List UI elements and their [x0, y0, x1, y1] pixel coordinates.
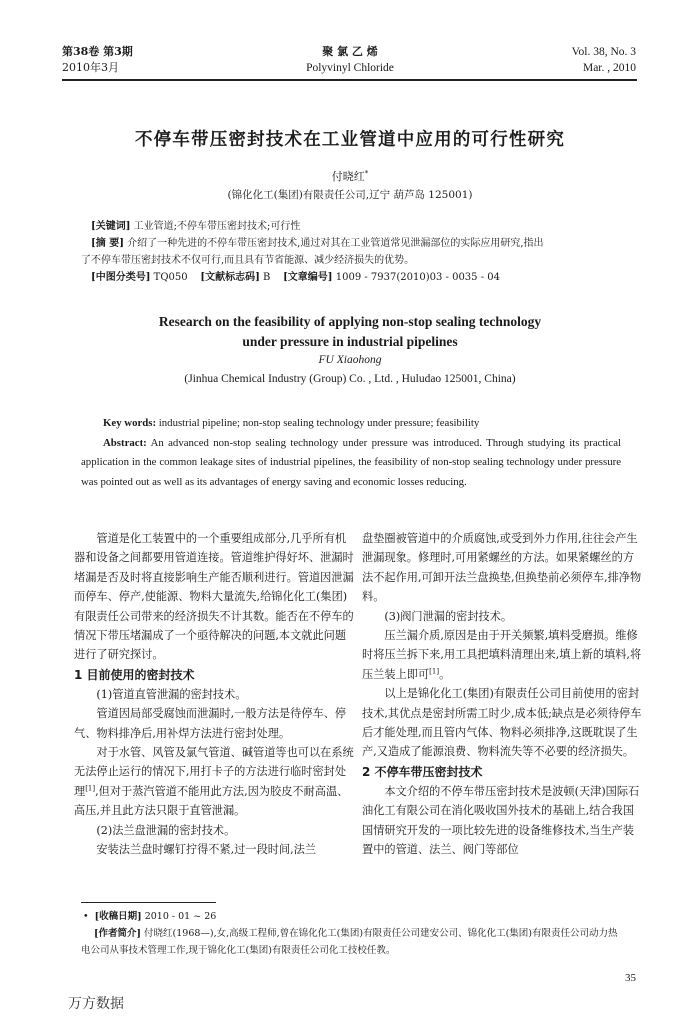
- keywords-cn: [关键词] 工业管道;不停车带压密封技术;可行性: [91, 221, 301, 232]
- abstract-cn-block: [81, 218, 621, 286]
- header-date-cn: 2010年3月: [62, 61, 119, 74]
- page-title-cn: 不停车带压密封技术在工业管道中应用的可行性研究: [134, 130, 566, 150]
- abstract-cn: [摘 要] 介绍了一种先进的不停车带压密封技术,通过对其在工业管道常见泄漏部位的实际应用研究,指出: [91, 238, 544, 249]
- affiliation-cn: (锦化化工(集团)有限责任公司,辽宁 葫芦岛 125001): [227, 189, 473, 201]
- section-heading-1: 1 目前使用的密封技术: [74, 667, 195, 682]
- header-volume-cn: 第38卷 第3期: [62, 45, 133, 58]
- title-en-line2: under pressure in industrial pipelines: [242, 334, 458, 349]
- header-journal-en: Polyvinyl Chloride: [306, 62, 394, 74]
- footnote-received: • [收稿日期] 2010 - 01 ~ 26: [83, 911, 217, 922]
- watermark: 万方数据: [68, 996, 124, 1012]
- paragraph: 压兰漏介质,原因是由于开关频繁,填料受磨损。维修时将压兰拆下来,用工具把填料清理出来,填上新的填料,将压兰装上即可[1]。: [362, 629, 642, 681]
- header-rule: [62, 79, 637, 81]
- subsection-1: (1)管道直管泄漏的密封技术。: [96, 687, 247, 701]
- citation-ref: [1]: [429, 667, 440, 676]
- paragraph: 盘垫圈被管道中的介质腐蚀,或受到外力作用,往往会产生泄漏现象。修理时,可用紧螺丝的方法。如果紧螺丝的方法不起作用,可卸开法兰盘换垫,但换垫前必须停车,排净物料。: [362, 532, 642, 604]
- title-en-line1: Research on the feasibility of applying non-stop sealing technology: [158, 314, 542, 329]
- abstract-cn-cont: 了不停车带压密封技术不仅可行,而且具有节省能源、减少经济损失的优势。: [81, 255, 415, 266]
- paragraph: 安装法兰盘时螺钉拧得不紧,过一段时间,法兰: [96, 843, 317, 857]
- paragraph: 管道是化工装置中的一个重要组成部分,几乎所有机器和设备之间都要用管道连接。管道维护得好坏、泄漏时堵漏是否及时将直接影响生产能否顺利进行。管道因泄漏而停车、停产,使能源、物料大量流失,给锦化化工(集团)有限责任公司带来的经济损失不计其数。能否在不停车的情况下带压堵漏成了一个亟待解决的问题,本文就此问题进行了研究探讨。: [74, 532, 354, 662]
- abstract-en: Abstract: An advanced non-stop sealing technology under pressure was introduced. Through studying its practical application in the common leakage sites of industrial pipelines, the feasibility of non-stop sealing technology under pressure was pointed out as well as its advantages of energy saving and economic losses reducing.: [81, 436, 621, 488]
- paragraph: 管道因局部受腐蚀而泄漏时,一般方法是待停车、停气、物料排净后,用补焊方法进行密封处理。: [74, 707, 347, 740]
- paragraph: 本文介绍的不停车带压密封技术是波顿(天津)国际石油化工有限公司在消化吸收国外技术的基础上,结合我国国情研究开发的一项比较先进的设备维修技术,当生产装置中的管道、法兰、阀门等部位: [362, 784, 640, 857]
- abstract-en-block: [81, 414, 621, 492]
- paragraph: 对于水管、风管及氯气管道、碱管道等也可以在系统无法停止运行的情况下,用打卡子的方法进行临时密封处理[1],但对于蒸汽管道不能用此方法,因为胶皮不耐高温、高压,并且此方法只限于直管泄漏。: [74, 746, 354, 818]
- subsection-2: (2)法兰盘泄漏的密封技术。: [96, 823, 236, 837]
- header-volume-en: Vol. 38, No. 3: [571, 46, 636, 58]
- subsection-3: (3)阀门泄漏的密封技术。: [384, 609, 513, 623]
- page-number: 35: [625, 972, 636, 984]
- header-journal-cn: 聚 氯 乙 烯: [322, 45, 378, 58]
- footnote: [81, 908, 626, 959]
- body-right-column: [362, 529, 642, 860]
- paragraph: 以上是锦化化工(集团)有限责任公司目前使用的密封技术,其优点是密封所需工时少,成本低;缺点是必须待停车后才能处理,而且管内气体、物料必须排净,这既耽误了生产,又造成了能源浪费、物料流失等不必要的经济损失。: [362, 687, 642, 759]
- footnote-author-bio: [作者简介] 付晓红(1968—),女,高级工程师,曾在锦化化工(集团)有限责任公司建安公司、锦化化工(集团)有限责任公司动力热电公司从事技术管理工作,现于锦化化工(集团)有限责任公司化工技校任教。: [81, 928, 618, 956]
- author-cn: 付晓红*: [331, 169, 369, 183]
- keywords-en: Key words: industrial pipeline; non-stop sealing technology under pressure; feasibility: [103, 417, 480, 429]
- footnote-rule: [81, 902, 216, 903]
- section-heading-2: 2 不停车带压密封技术: [362, 764, 483, 779]
- classification-cn: [中图分类号] TQ050 [文献标志码] B [文章编号] 1009 - 7937(2010)03 - 0035 - 04: [91, 272, 500, 283]
- affiliation-en: (Jinhua Chemical Industry (Group) Co. , Ltd. , Huludao 125001, China): [184, 373, 516, 385]
- author-en: FU Xiaohong: [318, 354, 382, 366]
- citation-ref: [1]: [85, 784, 96, 793]
- body-left-column: [74, 529, 354, 860]
- header-date-en: Mar. , 2010: [582, 62, 636, 74]
